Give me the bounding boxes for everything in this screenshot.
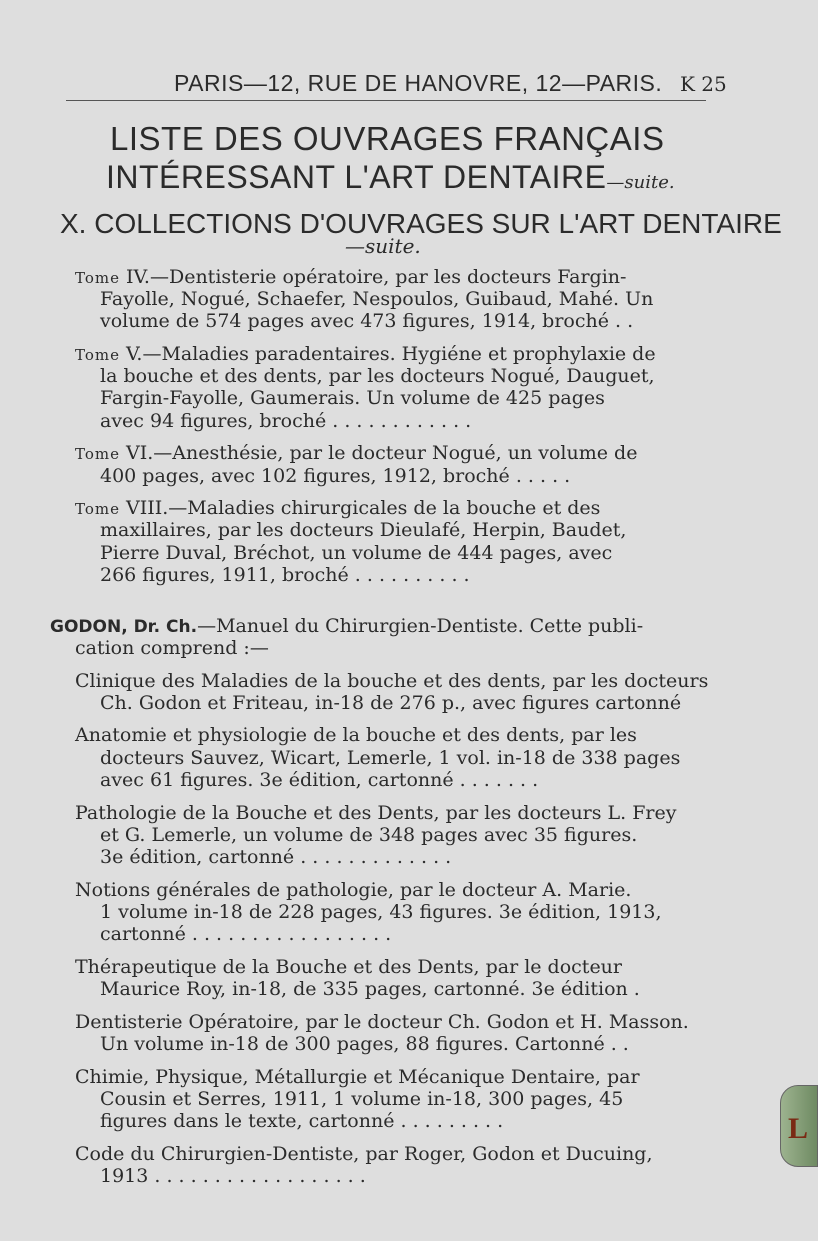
entry-lead: Tome <box>75 346 120 364</box>
entry-line: volume de 574 pages avec 473 figures, 1914, broché . . <box>100 310 634 332</box>
entry-lead: Tome <box>75 500 120 518</box>
entry-line: 3e édition, cartonné . . . . . . . . . . . . . <box>100 846 452 868</box>
entry-first-line <box>50 615 643 638</box>
entry-line: avec 61 figures. 3e édition, cartonné . . . . . . . <box>100 769 539 791</box>
author-name: GODON, Dr. Ch. <box>50 617 198 637</box>
entry-line: Code du Chirurgien-Dentiste, par Roger, Godon et Ducuing, <box>75 1143 653 1165</box>
entry-lead: Tome <box>75 269 120 287</box>
list-title-suffix: —suite. <box>606 172 675 193</box>
entry-line: Anatomie et physiologie de la bouche et des dents, par les <box>75 724 637 746</box>
entry-line: V.—Maladies paradentaires. Hygiéne et prophylaxie de <box>119 343 656 365</box>
section-suffix: —suite. <box>345 234 421 258</box>
entry-line: cation comprend :— <box>75 637 269 659</box>
entry-line: 1 volume in-18 de 228 pages, 43 figures. 3e édition, 1913, <box>100 901 662 923</box>
entry-line: Pathologie de la Bouche et des Dents, par les docteurs L. Frey <box>75 802 677 824</box>
entry-line: Dentisterie Opératoire, par le docteur Ch. Godon et H. Masson. <box>75 1011 689 1033</box>
entry-line: Maurice Roy, in-18, de 335 pages, cartonné. 3e édition . <box>100 978 640 1000</box>
entry-line: VIII.—Maladies chirurgicales de la bouche et des <box>119 497 601 519</box>
entry-line: —Manuel du Chirurgien-Dentiste. Cette publi- <box>197 615 644 637</box>
list-title-line2 <box>106 159 675 196</box>
entry-first-line <box>75 442 637 465</box>
entry-line: docteurs Sauvez, Wicart, Lemerle, 1 vol. in-18 de 338 pages <box>100 747 681 769</box>
entry-lead: Tome <box>75 445 120 463</box>
entry-line: la bouche et des dents, par les docteurs Nogué, Dauguet, <box>100 365 655 387</box>
entry-line: figures dans le texte, cartonné . . . . . . . . . <box>100 1110 504 1132</box>
entry-line: Notions générales de pathologie, par le docteur A. Marie. <box>75 879 632 901</box>
entry-first-line <box>75 497 600 520</box>
header-rule <box>66 100 706 101</box>
entry-line: Fargin-Fayolle, Gaumerais. Un volume de 425 pages <box>100 387 605 409</box>
entry-line: Un volume in-18 de 300 pages, 88 figures. Cartonné . . <box>100 1033 629 1055</box>
entry-line: Fayolle, Nogué, Schaefer, Nespoulos, Guibaud, Mahé. Un <box>100 288 654 310</box>
entry-line: Pierre Duval, Bréchot, un volume de 444 pages, avec <box>100 542 613 564</box>
entry-first-line <box>75 266 626 289</box>
section-heading: X. COLLECTIONS D'OUVRAGES SUR L'ART DENTAIRE <box>60 208 782 239</box>
entry-line: et G. Lemerle, un volume de 348 pages avec 35 figures. <box>100 824 638 846</box>
entry-line: maxillaires, par les docteurs Dieulafé, Herpin, Baudet, <box>100 519 627 541</box>
entry-line: Ch. Godon et Friteau, in-18 de 276 p., avec figures cartonné <box>100 692 682 714</box>
entry-line: Thérapeutique de la Bouche et des Dents, par le docteur <box>75 956 623 978</box>
entry-line: Cousin et Serres, 1911, 1 volume in-18, 300 pages, 45 <box>100 1088 624 1110</box>
running-head <box>0 70 800 98</box>
running-title: PARIS—12, RUE DE HANOVRE, 12—PARIS. <box>174 70 663 96</box>
entry-line: 1913 . . . . . . . . . . . . . . . . . . <box>100 1165 366 1187</box>
entry-first-line <box>75 343 656 366</box>
entry-line: 266 figures, 1911, broché . . . . . . . . . . <box>100 564 470 586</box>
entry-line: cartonné . . . . . . . . . . . . . . . . . <box>100 923 392 945</box>
thumbnail-letter-icon: L <box>788 1112 809 1145</box>
list-title-main: INTÉRESSANT L'ART DENTAIRE <box>106 159 607 195</box>
list-title-line1: LISTE DES OUVRAGES FRANÇAIS <box>110 120 665 157</box>
entry-line: Clinique des Maladies de la bouche et des dents, par les docteurs <box>75 670 709 692</box>
page-number: K 25 <box>680 72 727 96</box>
entry-line: avec 94 figures, broché . . . . . . . . . . . . <box>100 410 472 432</box>
entry-line: IV.—Dentisterie opératoire, par les docteurs Fargin- <box>119 266 627 288</box>
entry-line: VI.—Anesthésie, par le docteur Nogué, un volume de <box>119 442 638 464</box>
entry-line: Chimie, Physique, Métallurgie et Mécanique Dentaire, par <box>75 1066 640 1088</box>
entry-line: 400 pages, avec 102 figures, 1912, broché . . . . . <box>100 465 571 487</box>
